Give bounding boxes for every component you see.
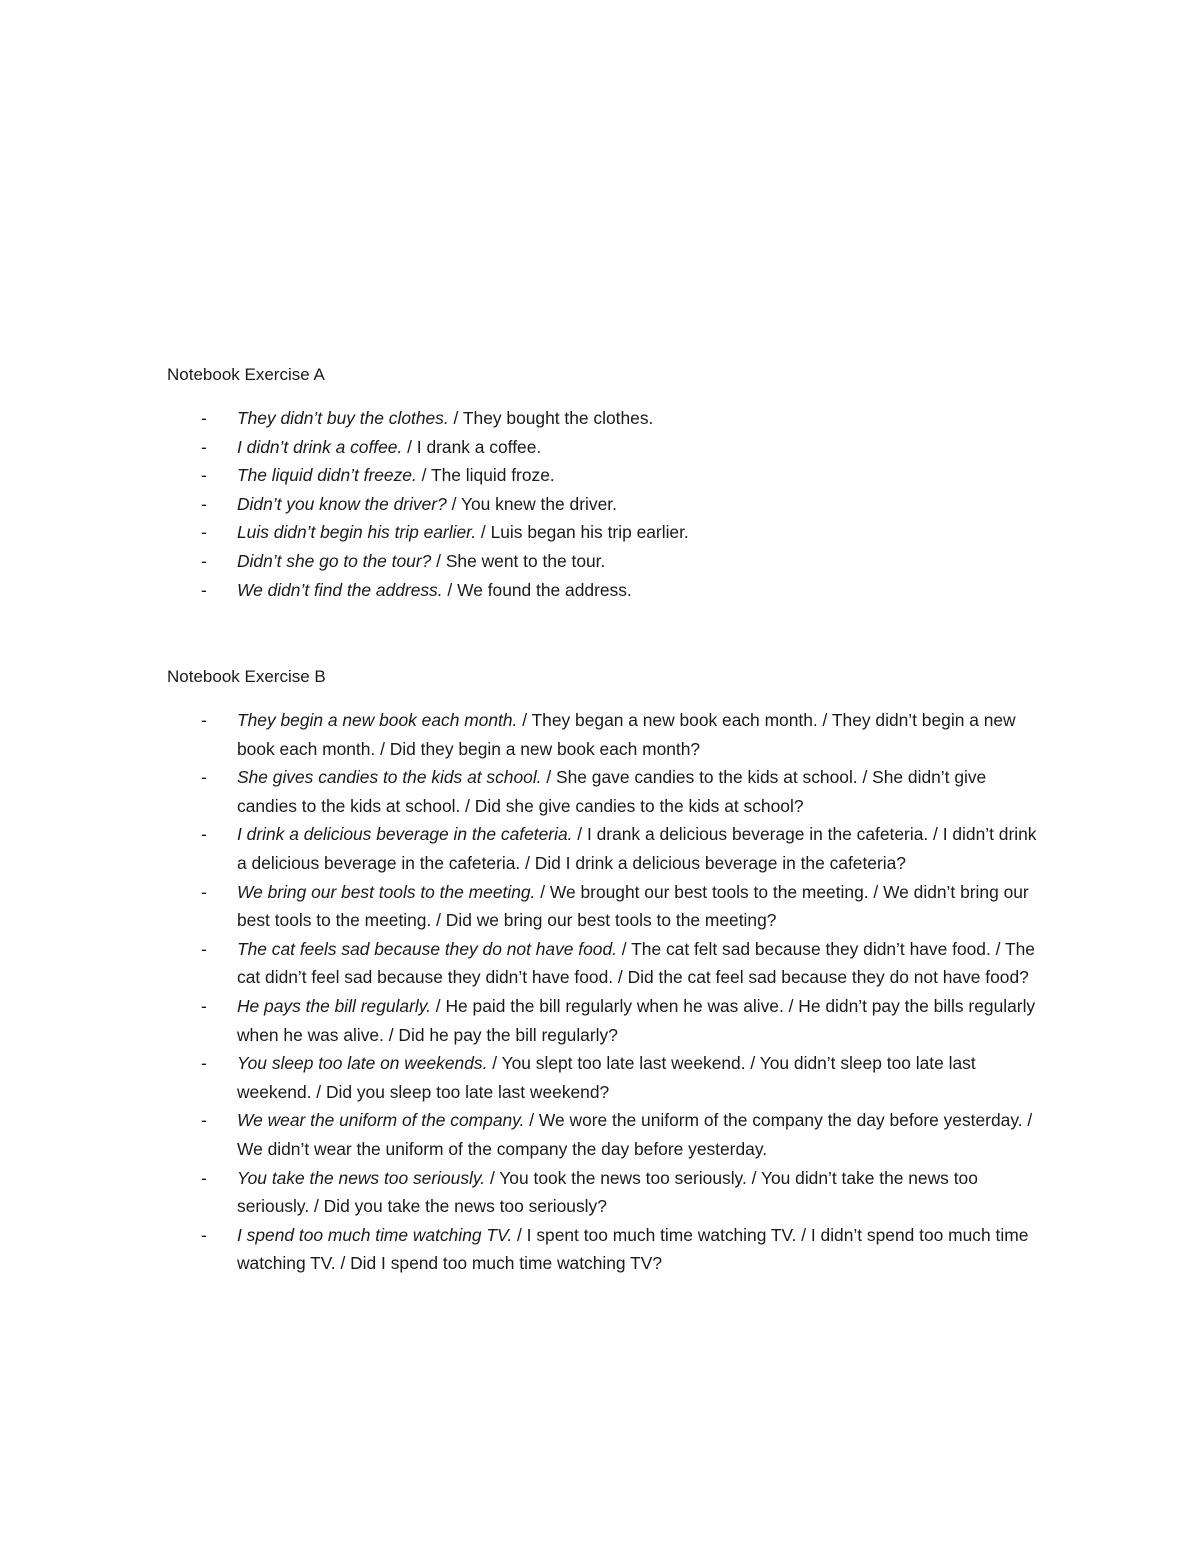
exercise-a-list: [167, 404, 1047, 604]
list-item: [167, 547, 1047, 576]
item-answer: / She gave candies to the kids at school. / She didn’t give candies to the kids at school. / Did she give candies to the kids at school?: [237, 767, 987, 816]
list-item: [167, 878, 1047, 935]
item-answer: / He paid the bill regularly when he was alive. / He didn’t pay the bills regularly when he was alive. / Did he pay the bill regularly?: [237, 995, 1036, 1045]
item-answer: / We wore the uniform of the company the day before yesterday. / We didn’t wear the uniform of the company the day before yesterday.: [237, 1110, 1033, 1159]
item-prompt: We wear the uniform of the company.: [237, 1110, 525, 1131]
item-prompt: Didn’t she go to the tour?: [237, 550, 432, 571]
list-item: [167, 820, 1047, 877]
item-answer: / I drank a coffee.: [402, 436, 542, 457]
item-prompt: The liquid didn’t freeze.: [237, 465, 417, 486]
item-answer: / The cat felt sad because they didn’t have food. / The cat didn’t feel sad because they didn’t have food. / Did the cat feel sad because they do not have food?: [237, 938, 1035, 988]
exercise-b-section: [167, 664, 1047, 1278]
item-answer: / They began a new book each month. / They didn’t begin a new book each month. / Did they begin a new book each month?: [237, 710, 1016, 759]
item-answer: / I drank a delicious beverage in the cafeteria. / I didn’t drink a delicious beverage in the cafeteria. / Did I drink a delicious beverage in the cafeteria?: [237, 824, 1037, 873]
bullet-dash: -: [201, 1167, 207, 1188]
item-prompt: Didn’t you know the driver?: [237, 493, 447, 514]
item-prompt: They begin a new book each month.: [237, 710, 518, 730]
list-item: [167, 1164, 1047, 1221]
list-item: [167, 518, 1047, 547]
item-prompt: He pays the bill regularly.: [237, 995, 431, 1016]
item-prompt: I spend too much time watching TV.: [237, 1224, 513, 1245]
bullet-dash: -: [201, 710, 207, 730]
list-item: [167, 1106, 1047, 1163]
item-prompt: We bring our best tools to the meeting.: [237, 881, 536, 902]
item-prompt: I didn’t drink a coffee.: [237, 436, 403, 457]
bullet-dash: -: [201, 465, 207, 486]
item-prompt: The cat feels sad because they do not have food.: [237, 938, 617, 959]
bullet-dash: -: [201, 881, 207, 902]
bullet-dash: -: [201, 1053, 207, 1074]
bullet-dash: -: [201, 995, 207, 1016]
item-prompt: Luis didn’t begin his trip earlier.: [237, 522, 477, 543]
list-item: [167, 706, 1047, 763]
item-answer: / I spent too much time watching TV. / I didn’t spend too much time watching TV. / Did I spend too much time watching TV?: [237, 1224, 1029, 1274]
bullet-dash: -: [201, 436, 207, 457]
bullet-dash: -: [201, 824, 207, 845]
item-answer: / The liquid froze.: [416, 465, 555, 486]
bullet-dash: -: [201, 938, 207, 959]
bullet-dash: -: [201, 1224, 207, 1245]
list-item: [167, 404, 1047, 433]
bullet-dash: -: [201, 579, 207, 600]
item-prompt: You take the news too seriously.: [237, 1167, 486, 1188]
list-item: [167, 576, 1047, 605]
list-item: [167, 433, 1047, 462]
bullet-dash: -: [201, 767, 207, 788]
exercise-a-title: Notebook Exercise A: [167, 365, 325, 384]
item-answer: / You knew the driver.: [446, 493, 617, 514]
list-item: [167, 935, 1047, 992]
list-item: [167, 490, 1047, 519]
item-answer: / You took the news too seriously. / You didn’t take the news too seriously. / Did you take the news too seriously?: [237, 1167, 978, 1217]
bullet-dash: -: [201, 550, 207, 571]
item-prompt: She gives candies to the kids at school.: [237, 767, 542, 788]
exercise-b-list: [167, 706, 1047, 1278]
item-prompt: You sleep too late on weekends.: [237, 1053, 488, 1074]
item-answer: / You slept too late last weekend. / You didn’t sleep too late last weekend. / Did you sleep too late last weekend?: [237, 1053, 976, 1102]
exercise-b-title: Notebook Exercise B: [167, 667, 326, 686]
bullet-dash: -: [201, 493, 207, 514]
item-answer: / We brought our best tools to the meeting. / We didn’t bring our best tools to the meeting. / Did we bring our best tools to the meeting?: [237, 881, 1029, 931]
item-answer: / Luis began his trip earlier.: [476, 522, 689, 543]
list-item: [167, 1221, 1047, 1278]
list-item: [167, 461, 1047, 490]
item-prompt: We didn’t find the address.: [237, 579, 443, 600]
exercise-a-section: [167, 362, 1047, 604]
item-prompt: They didn’t buy the clothes.: [237, 408, 449, 428]
item-answer: / They bought the clothes.: [448, 408, 654, 428]
bullet-dash: -: [201, 522, 207, 543]
list-item: [167, 763, 1047, 820]
item-answer: / We found the address.: [442, 579, 632, 600]
list-item: [167, 992, 1047, 1049]
item-prompt: I drink a delicious beverage in the cafeteria.: [237, 824, 573, 845]
list-item: [167, 1049, 1047, 1106]
item-answer: / She went to the tour.: [431, 550, 606, 571]
bullet-dash: -: [201, 408, 207, 428]
bullet-dash: -: [201, 1110, 207, 1131]
